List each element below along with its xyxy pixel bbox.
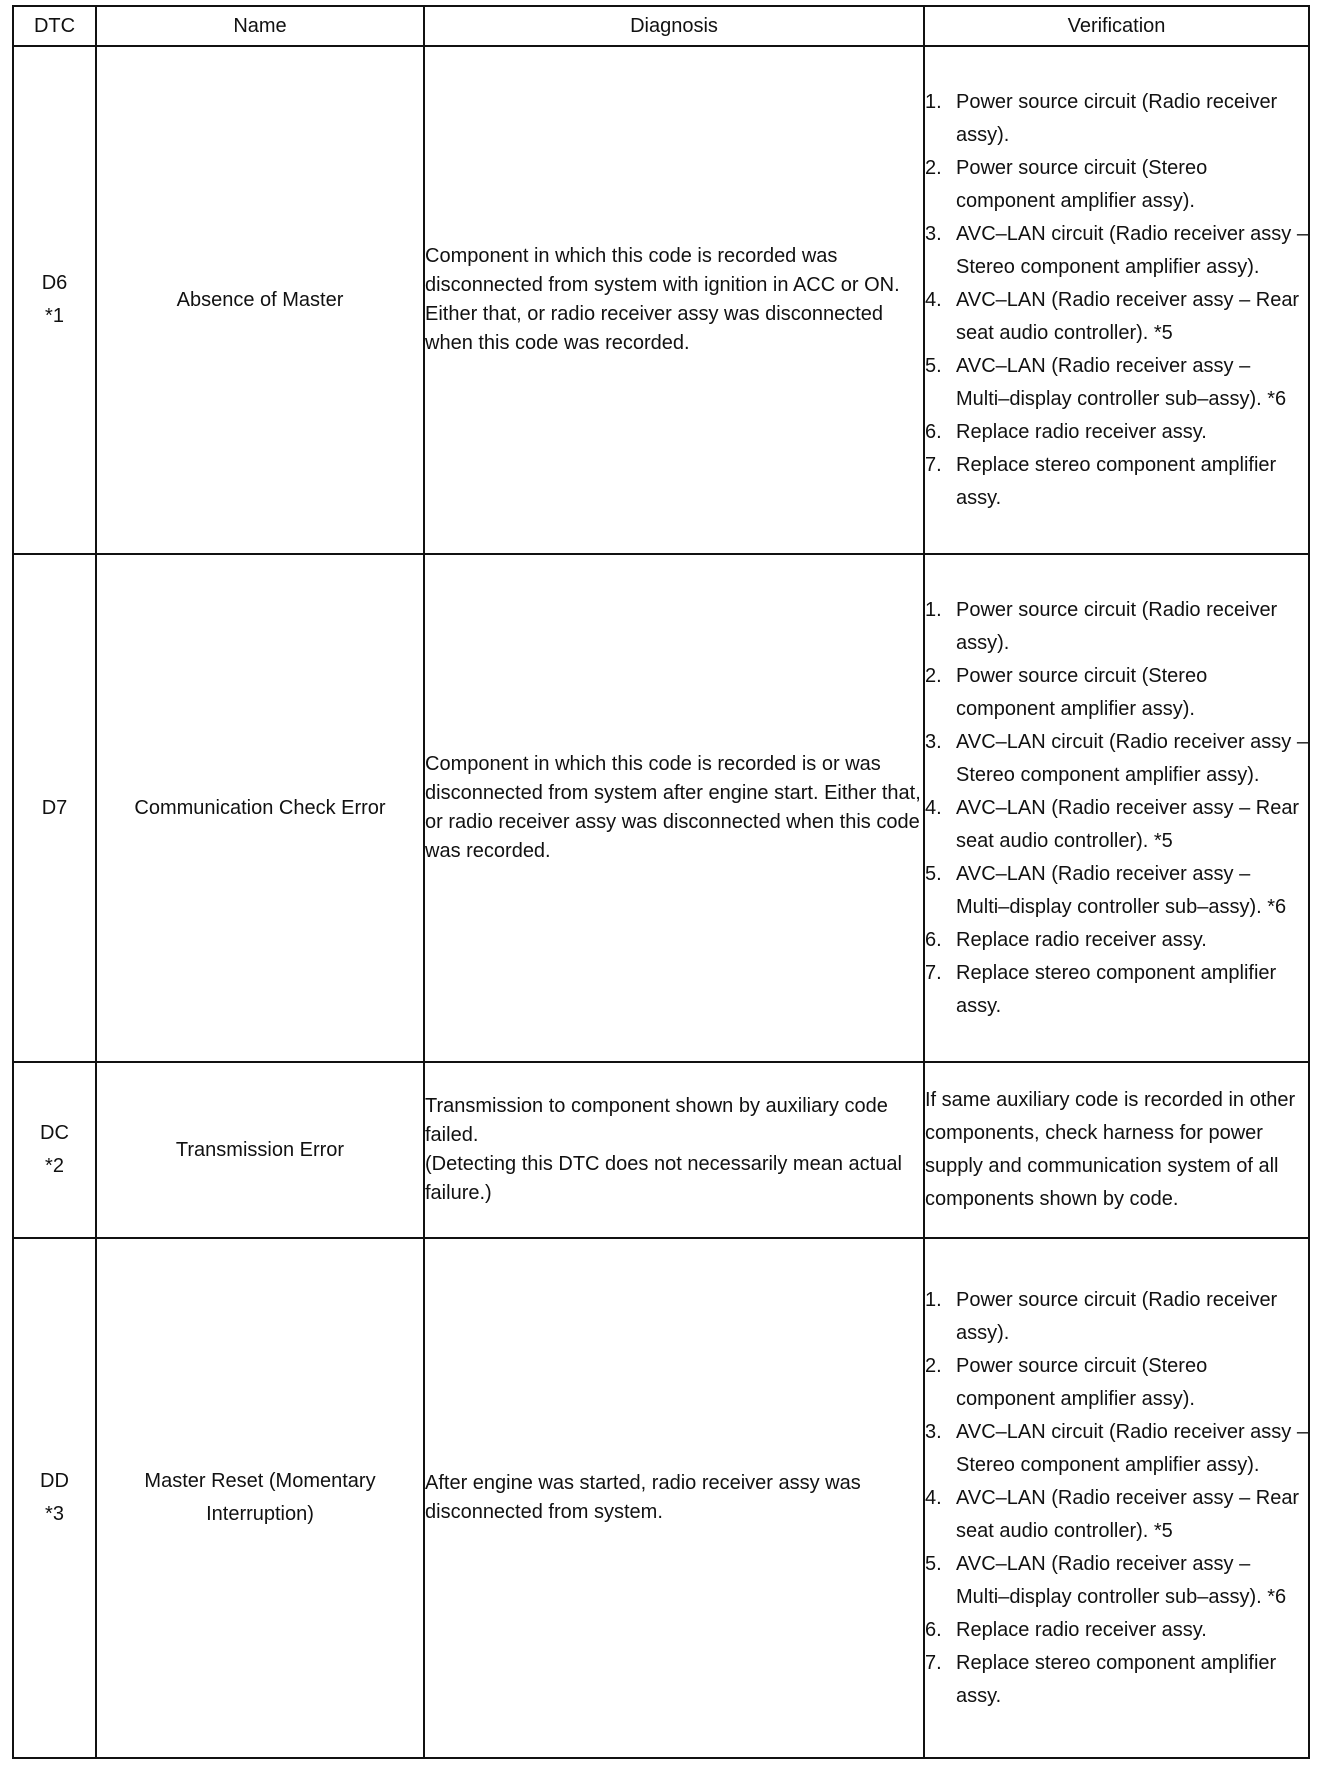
list-item: 3. AVC–LAN circuit (Radio receiver assy – Stereo component amplifier assy). [925,222,1308,278]
list-item: 4. AVC–LAN (Radio receiver assy – Rear seat audio controller). *5 [925,288,1300,344]
dtc-verification [924,46,1309,554]
list-item: 6. Replace radio receiver assy. [925,928,1207,951]
list-item: 4. AVC–LAN (Radio receiver assy – Rear seat audio controller). *5 [925,796,1300,852]
table-row [13,1238,1309,1758]
list-item: 6. Replace radio receiver assy. [925,1618,1207,1641]
dtc-code-cell [13,554,96,1062]
dtc-code-cell [13,1062,96,1238]
dtc-note: *2 [45,1155,64,1177]
diagnosis-note: (Detecting this DTC does not necessarily mean actual failure.) [425,1153,902,1204]
verification-steps [925,86,1308,515]
dtc-code: DC [40,1122,69,1144]
list-item: 2. Power source circuit (Stereo component amplifier assy). [925,1354,1208,1410]
dtc-name: Absence of Master [96,46,424,554]
dtc-diagnosis: After engine was started, radio receiver assy was disconnected from system. [424,1238,924,1758]
table-row [13,1062,1309,1238]
list-item: 5. AVC–LAN (Radio receiver assy – Multi–display controller sub–assy). *6 [925,354,1287,410]
list-item: 2. Power source circuit (Stereo component amplifier assy). [925,664,1208,720]
table-row [13,46,1309,554]
list-item: 1. Power source circuit (Radio receiver assy). [925,598,1278,654]
list-item: 2. Power source circuit (Stereo component amplifier assy). [925,156,1208,212]
dtc-name: Communication Check Error [96,554,424,1062]
list-item: 5. AVC–LAN (Radio receiver assy – Multi–display controller sub–assy). *6 [925,862,1287,918]
dtc-verification [924,1238,1309,1758]
list-item: 1. Power source circuit (Radio receiver assy). [925,1288,1278,1344]
header-diagnosis: Diagnosis [424,6,924,46]
verification-text: If same auxiliary code is recorded in other components, check harness for power supply and communication system of all components shown by code. [925,1089,1296,1210]
list-item: 3. AVC–LAN circuit (Radio receiver assy – Stereo component amplifier assy). [925,1420,1308,1476]
header-dtc: DTC [13,6,96,46]
list-item: 3. AVC–LAN circuit (Radio receiver assy – Stereo component amplifier assy). [925,730,1308,786]
header-verification: Verification [924,6,1309,46]
dtc-code: D6 [41,272,68,294]
dtc-verification [924,1062,1309,1238]
list-item: 1. Power source circuit (Radio receiver assy). [925,90,1278,146]
dtc-table [12,5,1310,1759]
dtc-diagnosis: Component in which this code is recorded was disconnected from system with ignition in ACC or ON. Either that, or radio receiver assy was disconnected when this code was recorded. [424,46,924,554]
list-item: 7. Replace stereo component amplifier assy. [925,1651,1277,1707]
list-item: 7. Replace stereo component amplifier assy. [925,961,1277,1017]
dtc-verification [924,554,1309,1062]
dtc-code-cell [13,1238,96,1758]
dtc-note: *1 [45,305,64,327]
header-name: Name [96,6,424,46]
dtc-code-cell [13,46,96,554]
diagnosis-text: Transmission to component shown by auxiliary code failed. [425,1095,888,1146]
list-item: 5. AVC–LAN (Radio receiver assy – Multi–display controller sub–assy). *6 [925,1552,1287,1608]
header-row [13,6,1309,46]
dtc-code: DD [40,1470,69,1492]
dtc-diagnosis [424,1062,924,1238]
dtc-note: *3 [45,1503,64,1525]
list-item: 7. Replace stereo component amplifier assy. [925,453,1277,509]
dtc-diagnosis: Component in which this code is recorded is or was disconnected from system after engine start. Either that, or radio receiver assy was disconnected when this code was recorded. [424,554,924,1062]
table-row [13,554,1309,1062]
list-item: 4. AVC–LAN (Radio receiver assy – Rear seat audio controller). *5 [925,1486,1300,1542]
dtc-code: D7 [41,796,68,819]
list-item: 6. Replace radio receiver assy. [925,420,1207,443]
dtc-name: Transmission Error [96,1062,424,1238]
verification-steps [925,1284,1308,1713]
dtc-name: Master Reset (Momentary Interruption) [96,1238,424,1758]
verification-steps [925,594,1308,1023]
